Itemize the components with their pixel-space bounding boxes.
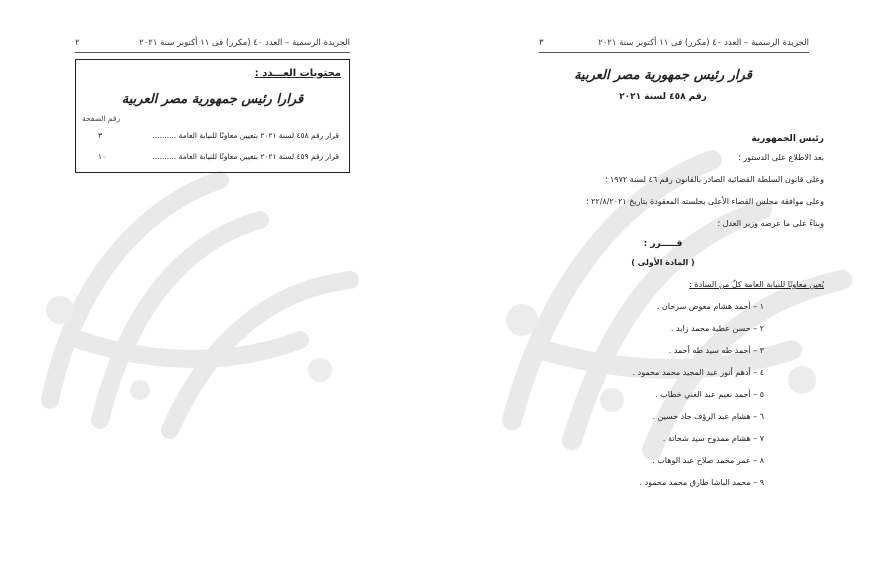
toc-entry-page: ٣	[98, 131, 103, 140]
watermark-seal-icon	[20, 140, 420, 440]
appoint-text: يُعين معاونًا للنيابة العامة كلٌ من السادة :	[689, 280, 824, 289]
list-item: ٥ – أحمد نعيم عبد الغني خطاب .	[655, 390, 764, 399]
list-item: ٤ – أدهم أنور عبد المجيد محمد محمود .	[632, 368, 764, 377]
list-item: ٧ – هشام ممدوح سيد شحاتة .	[662, 434, 764, 443]
list-item: ٦ – هشام عبد الرؤف جاد حسين .	[652, 412, 764, 421]
contents-heading: قرارا رئيس جمهورية مصر العربية	[121, 92, 304, 107]
header-text: الجريدة الرسمية – العدد ٤٠ (مكرر) فى ١١ أكتوبر سنة ٢٠٢١	[598, 38, 809, 48]
decree-word: قـــــرر :	[643, 239, 683, 249]
preamble-line: وبناءً على ما عرضه وزير العدل ؛	[717, 219, 824, 228]
preamble-line: وعلى موافقة مجلس القضاء الأعلى بجلسته المعقودة بتاريخ ٢٢/٨/٢٠٢١ ؛	[586, 197, 824, 206]
toc-entry-text: قرار رقم ٤٥٨ لسنة ٢٠٢١ بتعيين معاونًا للنيابة العامة ..........	[152, 131, 339, 140]
header-divider	[75, 52, 350, 53]
list-item: ٩ – محمد الباشا طارق محمد محمود .	[639, 478, 764, 487]
right-page	[442, 0, 884, 566]
toc-entry-text: قرار رقم ٤٥٩ لسنة ٢٠٢١ بتعيين معاونًا للنيابة العامة ..........	[152, 152, 339, 161]
article-label: ( المادة الأولى )	[631, 258, 695, 267]
header-divider	[539, 52, 809, 53]
toc-entry-page: ١٠	[98, 152, 107, 161]
toc-row[interactable]	[82, 152, 343, 164]
preamble-line: وعلى قانون السلطة القضائية الصادر بالقانون رقم ٤٦ لسنة ١٩٧٢ ؛	[604, 175, 824, 184]
toc-row[interactable]	[82, 131, 343, 143]
decree-title: قرار رئيس جمهورية مصر العربية	[574, 68, 752, 83]
header-number: ٣	[539, 38, 544, 48]
header-text: الجريدة الرسمية – العدد ٤٠ (مكرر) فى ١١ أكتوبر سنة ٢٠٢١	[139, 38, 350, 48]
contents-title: محتويات العـــدد :	[254, 68, 341, 79]
list-item: ٣ – أحمد طه سيد طه أحمد .	[668, 346, 764, 355]
contents-box	[75, 59, 350, 173]
president-label: رئيس الجمهورية	[751, 134, 824, 144]
list-item: ٢ – حسن عطية محمد زايد .	[670, 324, 764, 333]
list-item: ٨ – عمر محمد صلاح عبد الوهاب .	[652, 456, 764, 465]
list-item: ١ – أحمد هشام معوض سرحان .	[656, 302, 764, 311]
page-column-label: رقم الصفحة	[82, 114, 121, 123]
decree-number: رقم ٤٥٨ لسنة ٢٠٢١	[619, 92, 707, 102]
header-number: ٢	[75, 38, 80, 48]
preamble-line: بعد الاطلاع على الدستور ؛	[738, 153, 824, 162]
